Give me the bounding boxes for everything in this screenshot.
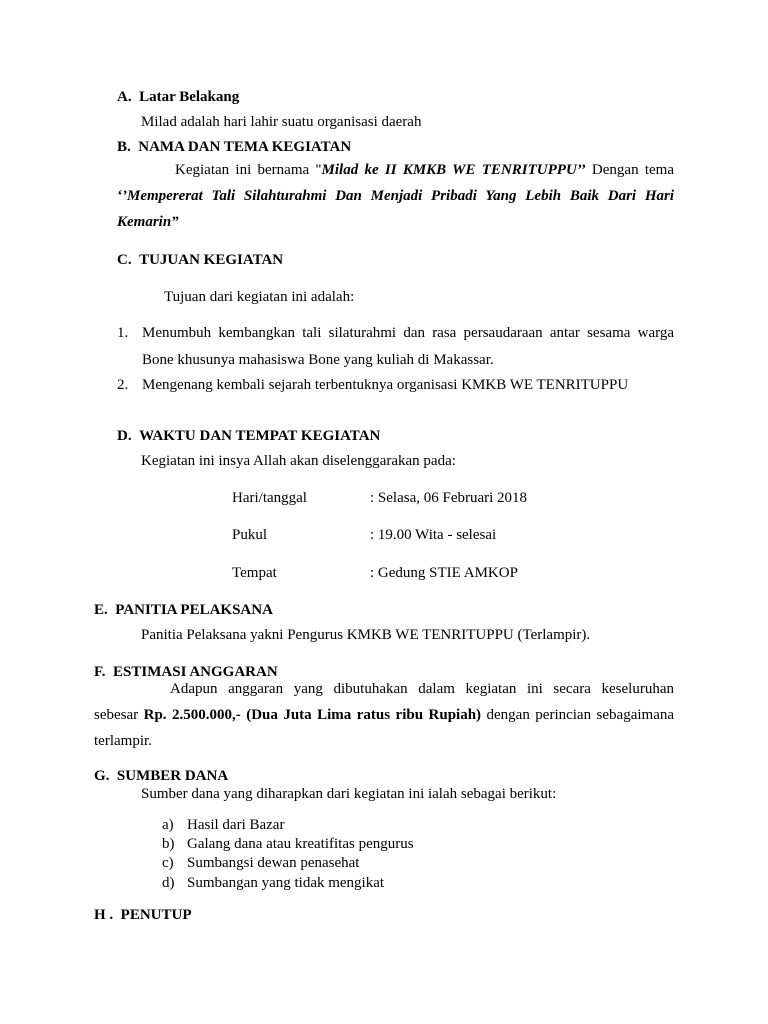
section-b-heading	[117, 138, 351, 157]
section-d-intro: Kegiatan ini insya Allah akan diselenggarakan pada:	[141, 453, 456, 469]
section-a-text: Milad adalah hari lahir suatu organisasi daerah	[141, 114, 422, 130]
section-title: ESTIMASI ANGGARAN	[113, 664, 278, 680]
section-title: Latar Belakang	[139, 89, 240, 105]
section-title: PANITIA PELAKSANA	[115, 602, 273, 618]
schedule-value: : 19.00 Wita - selesai	[370, 527, 497, 543]
list-item: Sumbangan yang tidak mengikat	[187, 875, 385, 891]
section-b-paragraph	[117, 161, 674, 213]
list-item: Galang dana atau kreatifitas pengurus	[187, 836, 414, 852]
paragraph-line-end: terlampir.	[94, 733, 152, 749]
schedule-value: : Gedung STIE AMKOP	[370, 565, 518, 581]
list-letter: d)	[162, 875, 175, 891]
section-e-text: Panitia Pelaksana yakni Pengurus KMKB WE TENRITUPPU (Terlampir).	[141, 627, 591, 643]
section-title: NAMA DAN TEMA KEGIATAN	[138, 139, 352, 155]
section-title: WAKTU DAN TEMPAT KEGIATAN	[139, 428, 381, 444]
paragraph-line: Kegiatan ini bernama "Milad ke II KMKB WE TENRITUPPU’’ Dengan tema	[175, 162, 674, 178]
theme-line: ‘’Mempererat Tali Silahturahmi Dan Menjadi Pribadi Yang Lebih Baik Dari Hari	[117, 188, 674, 204]
section-a-heading	[117, 88, 239, 107]
section-title: TUJUAN KEGIATAN	[139, 252, 284, 268]
section-label: H .	[94, 907, 114, 923]
section-g-intro: Sumber dana yang diharapkan dari kegiatan ini ialah sebagai berikut:	[141, 786, 557, 802]
list-letter: a)	[162, 817, 174, 833]
event-name: Milad ke II KMKB WE TENRITUPPU’’	[321, 162, 586, 178]
section-d-heading	[117, 427, 380, 446]
section-label: E.	[94, 602, 108, 618]
list-number: 1.	[117, 325, 129, 341]
section-g-heading	[94, 767, 228, 786]
list-item: Menumbuh kembangkan tali silaturahmi dan rasa persaudaraan antar sesama warga	[142, 325, 674, 341]
section-label: F.	[94, 664, 106, 680]
schedule-value: : Selasa, 06 Februari 2018	[370, 490, 528, 506]
section-title: SUMBER DANA	[116, 768, 229, 784]
theme-line-end: Kemarin”	[117, 214, 179, 230]
section-label: B.	[117, 139, 131, 155]
list-letter: b)	[162, 836, 175, 852]
section-c-intro: Tujuan dari kegiatan ini adalah:	[164, 289, 355, 305]
list-item-continuation: Bone khusunya mahasiswa Bone yang kuliah di Makassar.	[142, 352, 494, 368]
paragraph-line: sebesar Rp. 2.500.000,- (Dua Juta Lima ratus ribu Rupiah) dengan perincian sebagaimana	[94, 707, 675, 723]
section-label: G.	[94, 768, 110, 784]
section-c-heading	[117, 251, 283, 270]
schedule-key: Tempat	[232, 565, 277, 581]
schedule-key: Hari/tanggal	[232, 490, 307, 506]
list-item: Mengenang kembali sejarah terbentuknya organisasi KMKB WE TENRITUPPU	[142, 377, 629, 393]
section-f-paragraph: Adapun anggaran yang dibutuhakan dalam kegiatan ini secara keseluruhan sebesar Rp. 2.500.000,- (Dua Juta Lima ratus ribu Rupiah) dengan perincian sebagaimana	[94, 680, 674, 732]
section-label: D.	[117, 428, 132, 444]
section-title: PENUTUP	[120, 907, 192, 923]
section-label: A.	[117, 89, 132, 105]
budget-amount: Rp. 2.500.000,- (Dua Juta Lima ratus ribu Rupiah)	[143, 707, 482, 723]
section-e-heading	[94, 601, 273, 620]
list-letter: c)	[162, 855, 174, 871]
list-item: Sumbangsi dewan penasehat	[187, 855, 360, 871]
schedule-key: Pukul	[232, 527, 268, 543]
list-item: Hasil dari Bazar	[187, 817, 285, 833]
section-h-heading	[94, 906, 192, 925]
section-label: C.	[117, 252, 132, 268]
list-number: 2.	[117, 377, 129, 393]
